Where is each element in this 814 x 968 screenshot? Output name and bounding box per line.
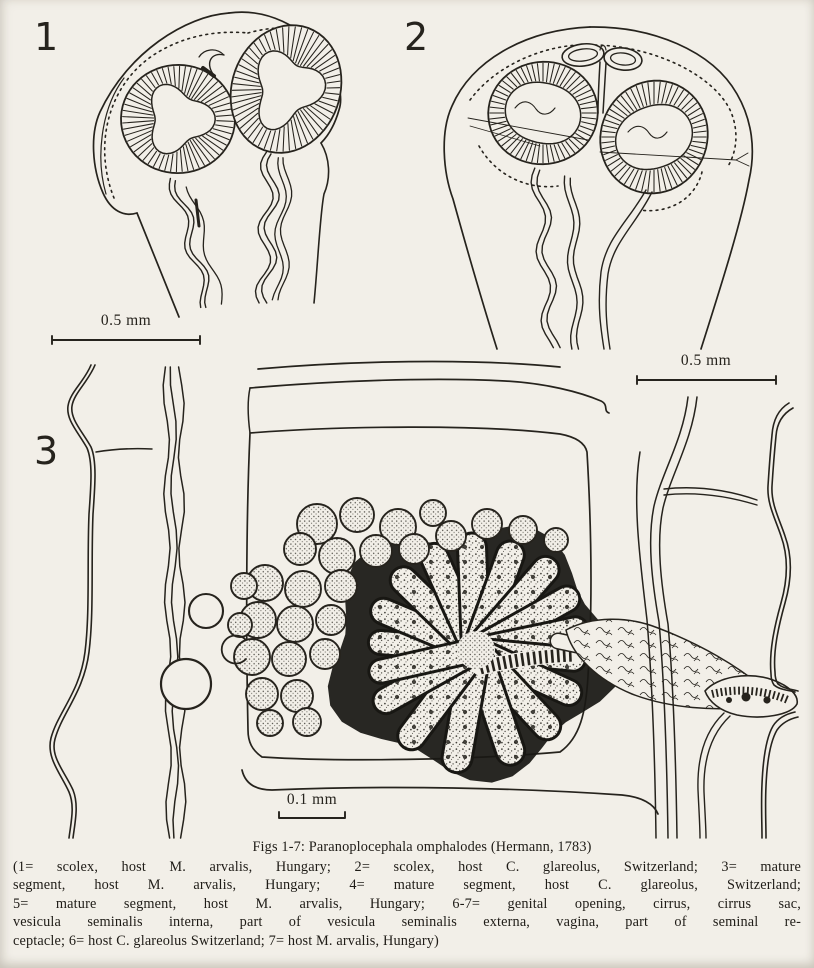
scale-bar-label-fig3: 0.1 mm xyxy=(286,791,338,808)
caption-line: 5= mature segment, host M. arvalis, Hungary; 6-7= genital opening, cirrus, cirrus sac, xyxy=(13,895,801,912)
scale-bar-label-fig1: 0.5 mm xyxy=(100,312,152,329)
figure-3-number: 3 xyxy=(34,429,59,473)
figure-caption xyxy=(0,838,814,951)
figure-2-number: 2 xyxy=(404,15,429,59)
caption-title: Figs 1-7: Paranoplocephala omphalodes (Hermann, 1783) xyxy=(252,839,592,855)
figure-1-drawing xyxy=(52,12,341,344)
figure-2-drawing xyxy=(444,27,776,384)
figure-1-number: 1 xyxy=(34,15,59,59)
caption-line: ceptacle; 6= host C. glareolus Switzerland; 7= host M. arvalis, Hungary) xyxy=(13,932,439,949)
caption-line: segment, host M. arvalis, Hungary; 4= mature segment, host C. glareolus, Switzerland; xyxy=(13,877,801,894)
caption-line: vesicula seminalis interna, part of vesicula seminalis externa, vagina, part of seminal re- xyxy=(13,914,801,931)
scale-bar-label-fig2: 0.5 mm xyxy=(680,352,732,369)
figure-3-drawing xyxy=(50,361,798,838)
caption-line: (1= scolex, host M. arvalis, Hungary; 2= scolex, host C. glareolus, Switzerland; 3= mature xyxy=(13,858,801,875)
